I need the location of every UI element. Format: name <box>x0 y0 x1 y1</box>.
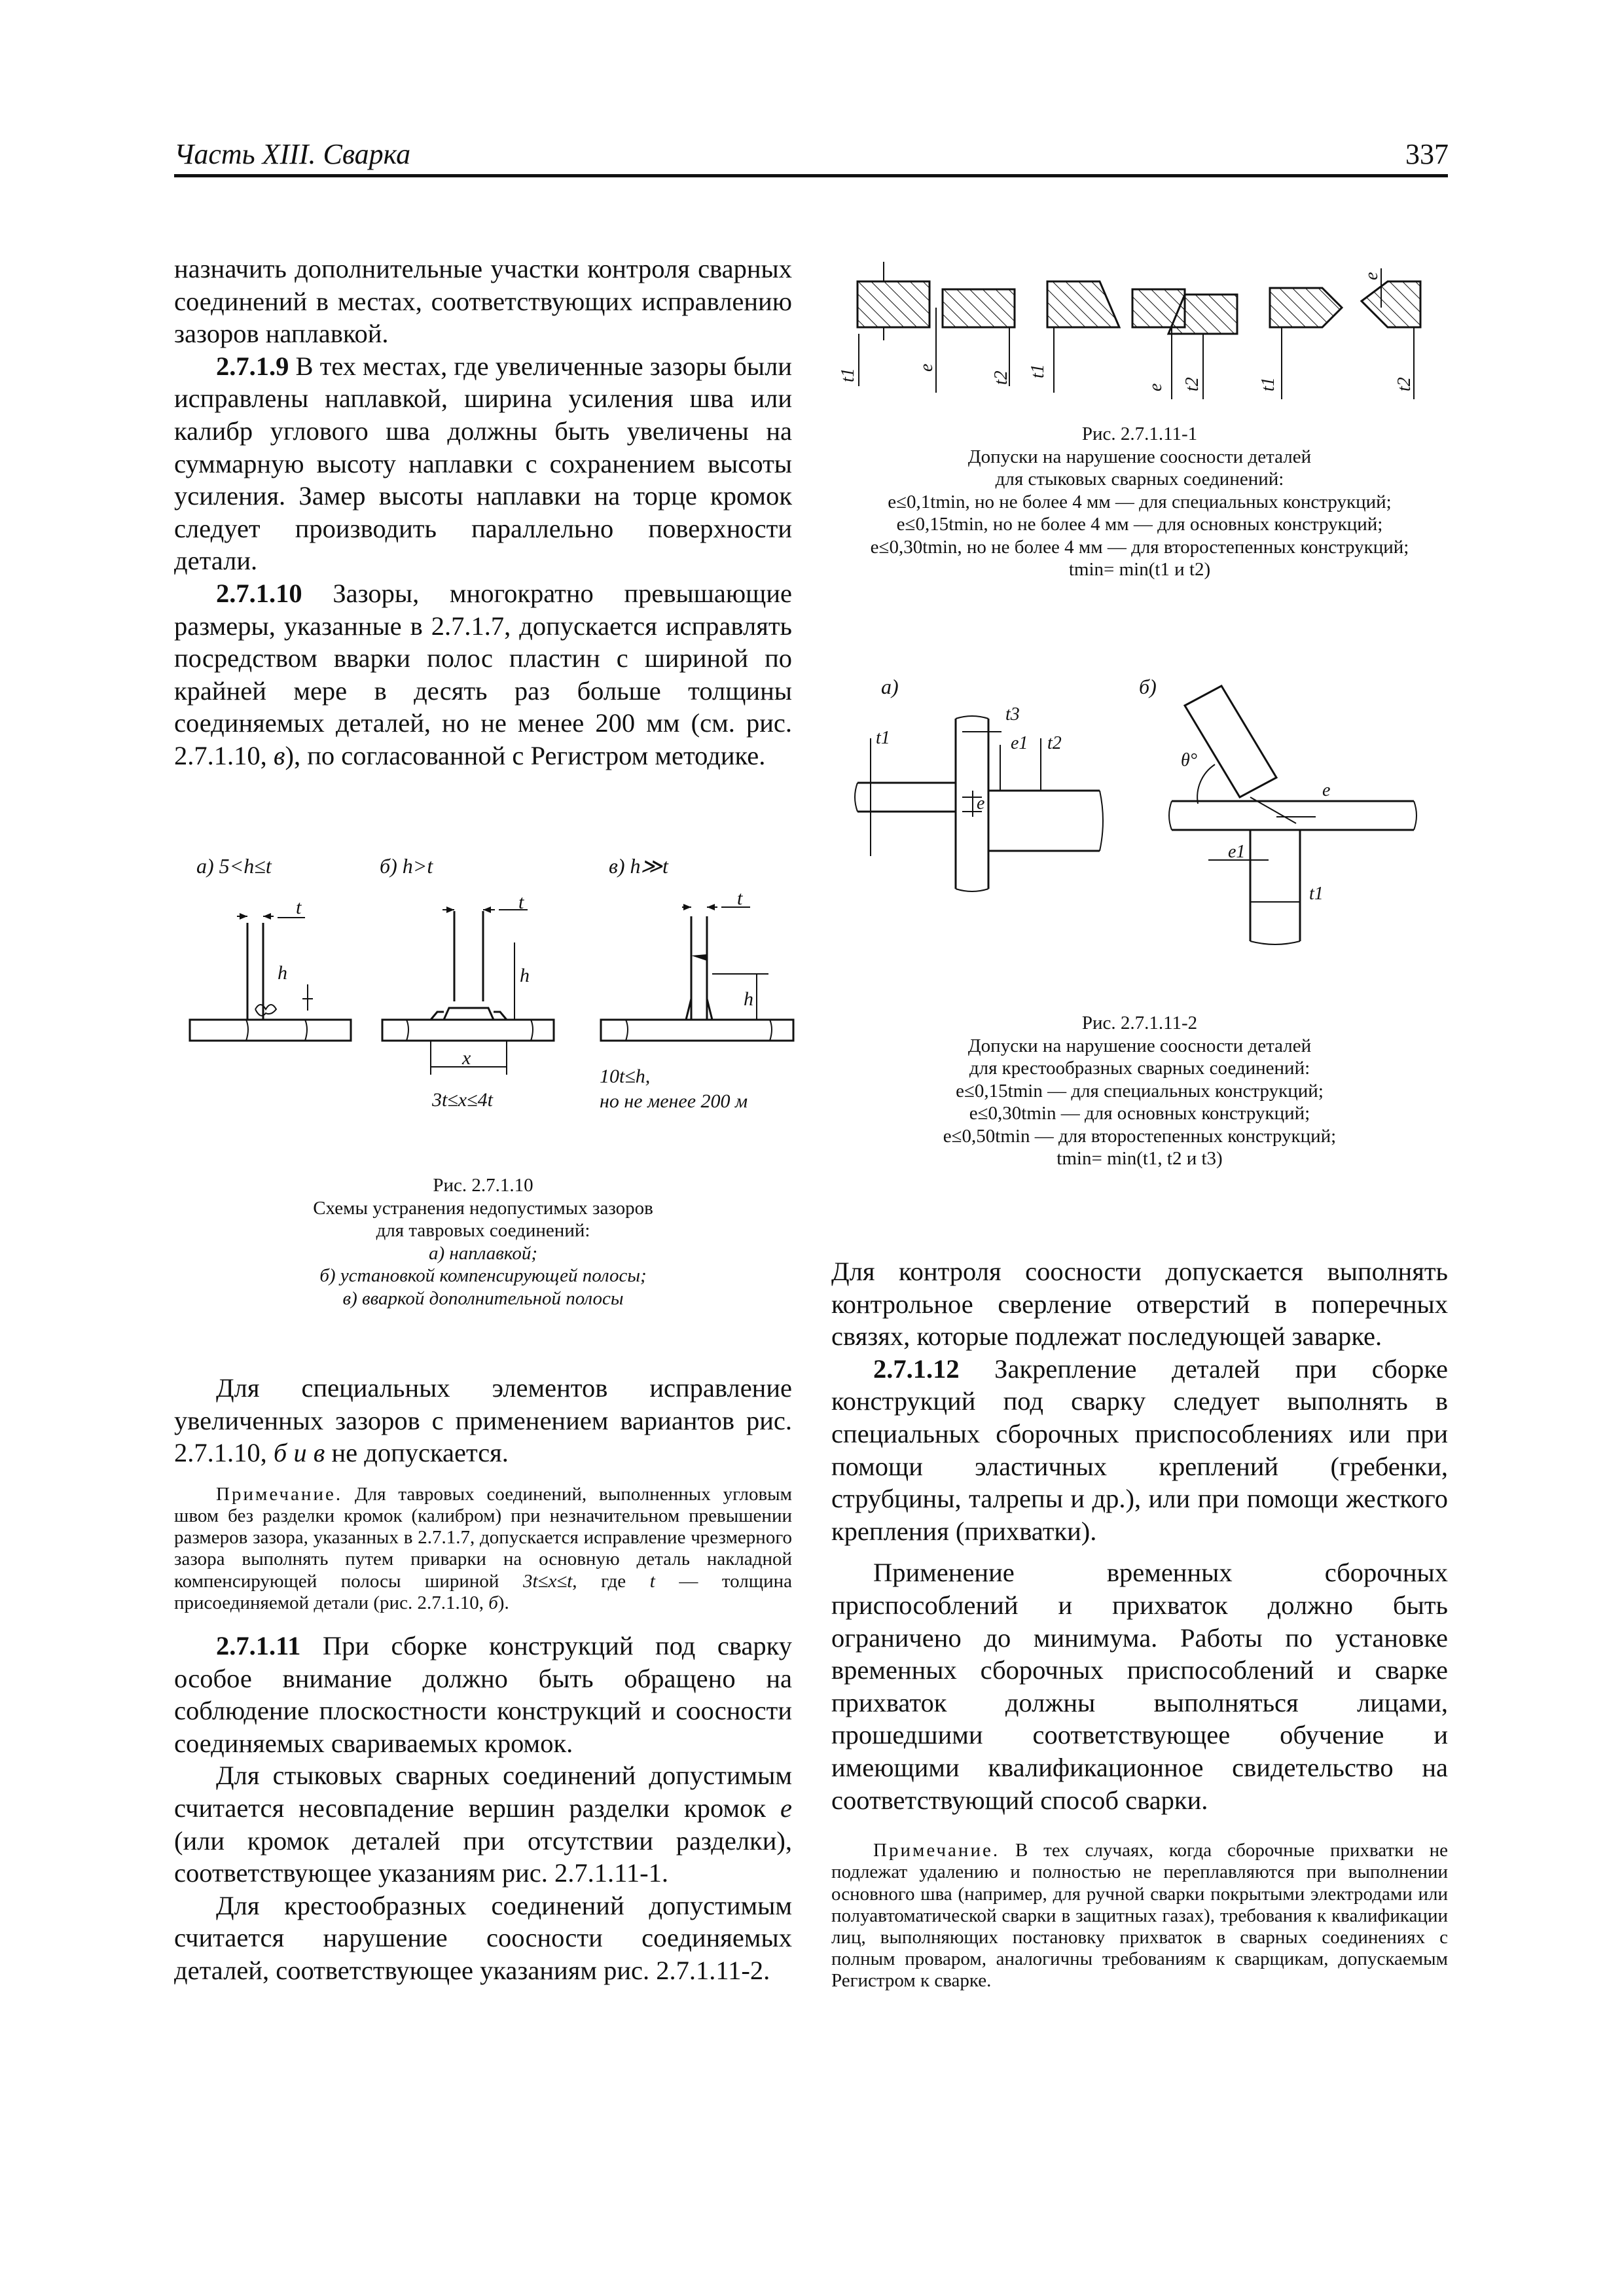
caption-line: Допуски на нарушение соосности деталей <box>967 446 1312 467</box>
caption-line: e≤0,30tmin, но не более 4 мм — для второстепенных конструкций; <box>870 536 1409 558</box>
fig-t1: t1 <box>1258 377 1278 391</box>
left-text-top <box>174 253 792 772</box>
page-number: 337 <box>1405 138 1449 170</box>
paragraph: Применение временных сборочных приспособлений и прихваток должно быть ограничено до минимума. Работы по установке временных сборочных приспособлений и сварке прихваток должны выполняться лицами, прошедшими соответствующее обучение и имеющими квалификационное свидетельство на соответствующий способ сварки. <box>831 1558 1448 1815</box>
caption-line: e≤0,15tmin, но не более 4 мм — для основных конструкций; <box>896 514 1383 535</box>
fig-theta: θ° <box>1181 750 1197 770</box>
caption-line: e≤0,50tmin — для второстепенных конструкций; <box>943 1125 1337 1147</box>
caption-line: а) наплавкой; <box>429 1242 537 1264</box>
figure-2-7-1-11-1-caption <box>831 423 1448 581</box>
caption-line: Рис. 2.7.1.10 <box>433 1175 533 1196</box>
caption-line: б) установкой компенсирующей полосы; <box>319 1265 647 1286</box>
fig-t1: t1 <box>1309 884 1324 904</box>
fig-t2: t2 <box>1047 733 1062 753</box>
caption-line: e≤0,30tmin — для основных конструкций; <box>969 1103 1310 1124</box>
caption-line: e≤0,1tmin, но не более 4 мм — для специальных конструкций; <box>888 491 1392 512</box>
fig-under-c1: 10t≤h, <box>600 1066 651 1087</box>
figure-2-7-1-11-1 <box>838 255 1447 419</box>
note: Примечание. Для тавровых соединений, выполненных угловым швом без разделки кромок (калибром) при незначительном превышении размеров зазора, указанных в 2.7.1.7, допускается исправление чрезмерного зазора выполнять путем приварки на основную деталь накладной компенсирующей полосы шириной 3t≤x≤t, где t — толщина присоединяемой детали (рис. 2.7.1.10, б). <box>174 1483 792 1613</box>
caption-line: Рис. 2.7.1.11-2 <box>1081 1013 1198 1033</box>
fig-h-b: h <box>520 965 530 986</box>
caption-line: e≤0,15tmin — для специальных конструкций; <box>956 1080 1324 1102</box>
paragraph-2-7-1-11: 2.7.1.11 При сборке конструкций под сварку особое внимание должно быть обращено на соблюдение плоскостности конструкций и соосности соединяемых свариваемых кромок. <box>174 1631 792 1758</box>
figure-2-7-1-10 <box>174 844 796 1172</box>
fig-label-a: а) 5<h≤t <box>196 854 272 878</box>
paragraph: назначить дополнительные участки контроля сварных соединений в местах, соответствующих исправлению зазоров наплавкой. <box>174 254 792 349</box>
fig-e: e <box>1146 383 1166 391</box>
fig-t1: t1 <box>1028 364 1048 378</box>
caption-line: Допуски на нарушение соосности деталей <box>967 1035 1312 1056</box>
fig-h-a: h <box>278 962 287 984</box>
fig-t2: t2 <box>991 370 1011 385</box>
fig-x-b: x <box>462 1047 471 1069</box>
paragraph-2-7-1-12: 2.7.1.12 Закрепление деталей при сборке конструкций под сварку следует выполнять в специальных сборочных приспособлениях или при помощи эластичных креплений (гребенки, струбцины, талрепы и др.), или при помощи жесткого крепления (прихватки). <box>831 1354 1448 1546</box>
figure-2-7-1-10-caption <box>174 1174 792 1310</box>
paragraph-2-7-1-9: 2.7.1.9 В тех местах, где увеличенные зазоры были исправлены наплавкой, ширина усиления шва или калибр углового шва должны быть увеличены на суммарную высоту наплавки с сохранением высоты усиления. Замер высоты наплавки на торце кромок следует производить параллельно поверхности детали. <box>174 351 792 576</box>
fig-t3: t3 <box>1005 704 1020 725</box>
fig-e: e <box>1322 780 1331 800</box>
fig-t1: t1 <box>838 368 858 382</box>
fig-e: e <box>916 363 937 372</box>
left-text-bottom <box>174 1372 792 1987</box>
fig-under-c2: но не менее 200 м <box>600 1090 748 1112</box>
fig-label-b: б) <box>1139 675 1157 698</box>
fig-h-c: h <box>744 988 753 1010</box>
fig-t2: t2 <box>1182 377 1202 391</box>
right-text <box>831 1255 1448 1992</box>
paragraph: Для стыковых сварных соединений допустимым считается несовпадение вершин разделки кромок е (или кромок деталей при отсутствии разделки), соответствующее указаниям рис. 2.7.1.11-1. <box>174 1761 792 1888</box>
paragraph: Для специальных элементов исправление увеличенных зазоров с применением вариантов рис. 2.7.1.10, б и в не допускается. <box>174 1373 792 1468</box>
caption-line: в) вваркой дополнительной полосы <box>342 1287 624 1309</box>
caption-line: tmin= min(t1, t2 и t3) <box>1056 1148 1223 1169</box>
fig-label-c: в) h≫t <box>609 854 668 878</box>
caption-line: для стыковых сварных соединений: <box>995 469 1284 490</box>
fig-t1: t1 <box>876 728 890 748</box>
caption-line: tmin= min(t1 и t2) <box>1068 559 1211 580</box>
paragraph: Для контроля соосности допускается выполнять контрольное сверление отверстий в поперечных связях, которые подлежат последующей заварке. <box>831 1257 1448 1352</box>
caption-line: для тавровых соединений: <box>376 1220 590 1241</box>
fig-t2: t2 <box>1394 377 1415 391</box>
paragraph: Для крестообразных соединений допустимым считается нарушение соосности соединяемых деталей, соответствующее указаниям рис. 2.7.1.11-2. <box>174 1890 792 1985</box>
header-rule <box>174 174 1448 177</box>
note: Примечание. В тех случаях, когда сборочные прихватки не подлежат удалению и полностью не переплавляются при выполнении основного шва (например, для ручной сварки покрытыми электродами или полуавтоматической сварки в защитных газах), требования к квалификации лиц, выполняющих постановку прихваток в сварных соединениях с полным проваром, аналогичны требованиям к сварщикам, допускаемым Регистром к сварке. <box>831 1840 1448 1992</box>
fig-e: e <box>1362 272 1382 280</box>
fig-label-a: а) <box>881 675 899 698</box>
caption-line: для крестообразных сварных соединений: <box>969 1058 1310 1079</box>
figure-2-7-1-11-2-caption <box>831 1012 1448 1170</box>
caption-line: Схемы устранения недопустимых зазоров <box>313 1197 653 1219</box>
fig-t-a: t <box>296 897 302 918</box>
fig-e1: e1 <box>1228 842 1246 862</box>
fig-label-b: б) h>t <box>380 854 433 878</box>
fig-t-b: t <box>518 891 524 913</box>
fig-under-b: 3t≤x≤4t <box>432 1089 493 1111</box>
fig-e: e <box>977 793 985 814</box>
figure-2-7-1-11-2 <box>844 666 1447 1013</box>
paragraph-2-7-1-10: 2.7.1.10 Зазоры, многократно превышающие размеры, указанные в 2.7.1.7, допускается исправлять посредством вварки полос пластин с шириной по крайней мере в десять раз больше толщины соединяемых деталей, но не менее 200 мм (см. рис. 2.7.1.10, в), по согласованной с Регистром методике. <box>174 578 792 770</box>
running-header-title: Часть XIII. Сварка <box>174 138 411 170</box>
fig-e1: e1 <box>1011 733 1028 753</box>
caption-line: Рис. 2.7.1.11-1 <box>1081 423 1198 444</box>
fig-t-c: t <box>737 888 743 909</box>
